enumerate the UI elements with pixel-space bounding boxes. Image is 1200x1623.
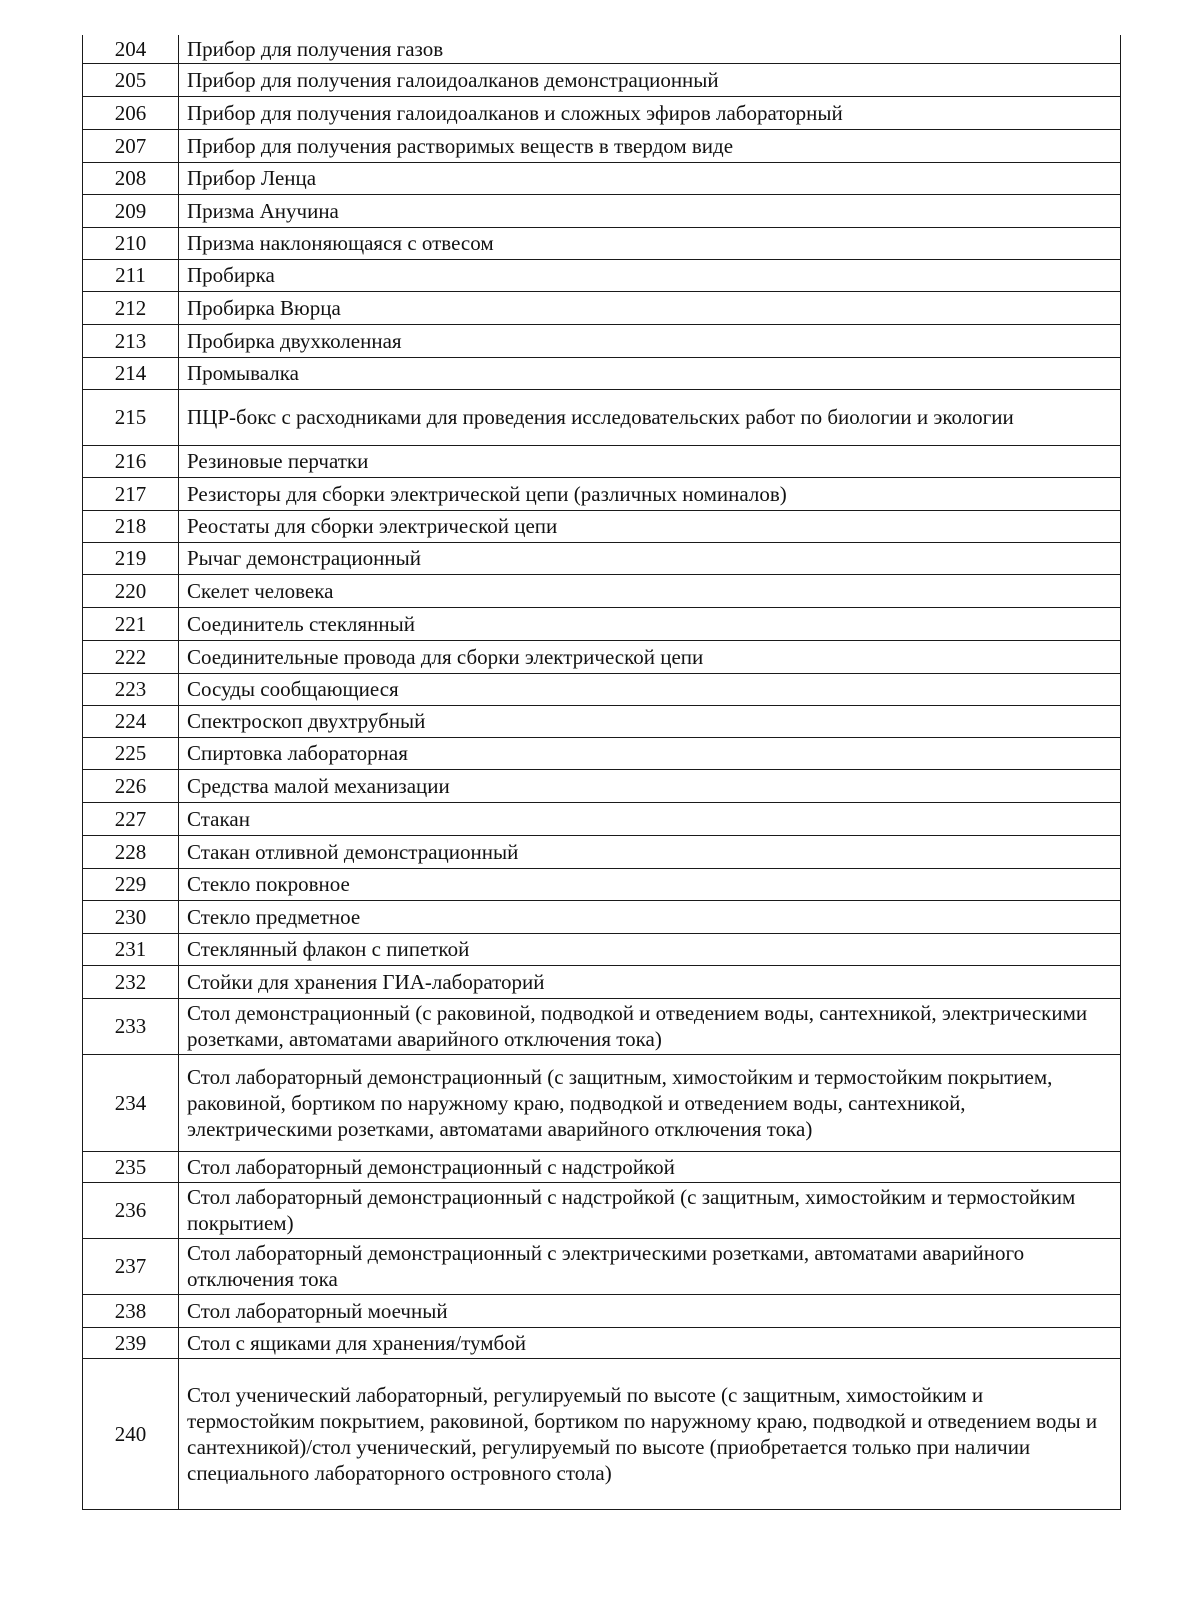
item-name: Стол лабораторный демонстрационный с надстройкой (с защитным, химостойким и термостойким покрытием) — [179, 1182, 1121, 1238]
item-name: Пробирка двухколенная — [179, 324, 1121, 357]
table-row — [83, 389, 1121, 445]
table-row — [83, 194, 1121, 227]
row-number: 220 — [83, 574, 179, 607]
row-number: 225 — [83, 737, 179, 769]
table-row — [83, 477, 1121, 510]
row-number: 207 — [83, 129, 179, 162]
item-name: Прибор для получения галоидоалканов демонстрационный — [179, 63, 1121, 96]
table-row — [83, 965, 1121, 998]
item-name: Соединитель стеклянный — [179, 607, 1121, 640]
item-name: Промывалка — [179, 357, 1121, 389]
item-name: Резиновые перчатки — [179, 445, 1121, 477]
row-number: 205 — [83, 63, 179, 96]
table-row — [83, 129, 1121, 162]
item-name: Стеклянный флакон с пипеткой — [179, 933, 1121, 965]
row-number: 204 — [83, 35, 179, 63]
item-name: Пробирка Вюрца — [179, 291, 1121, 324]
item-name: Призма наклоняющаяся с отвесом — [179, 227, 1121, 259]
item-name: Стол лабораторный моечный — [179, 1294, 1121, 1327]
table-row — [83, 542, 1121, 574]
row-number: 219 — [83, 542, 179, 574]
item-name: Призма Анучина — [179, 194, 1121, 227]
item-name: Резисторы для сборки электрической цепи (различных номиналов) — [179, 477, 1121, 510]
row-number: 215 — [83, 389, 179, 445]
table-row — [83, 510, 1121, 542]
item-name: Стол ученический лабораторный, регулируемый по высоте (с защитным, химостойким и термостойким покрытием, раковиной, бортиком по наружному краю, подводкой и отведением воды и сантехникой)/стол ученический, регулируемый по высоте (приобретается только при наличии специального лабораторного островного стола) — [179, 1358, 1121, 1509]
table-row — [83, 607, 1121, 640]
item-name: Стакан отливной демонстрационный — [179, 835, 1121, 868]
item-name: Прибор для получения растворимых веществ в твердом виде — [179, 129, 1121, 162]
table-row — [83, 96, 1121, 129]
table-row — [83, 227, 1121, 259]
table-row — [83, 900, 1121, 933]
table-row — [83, 324, 1121, 357]
table-row — [83, 63, 1121, 96]
item-name: Средства малой механизации — [179, 769, 1121, 802]
table-row — [83, 357, 1121, 389]
row-number: 232 — [83, 965, 179, 998]
item-name: Пробирка — [179, 259, 1121, 291]
row-number: 208 — [83, 162, 179, 194]
row-number: 222 — [83, 640, 179, 673]
item-name: Спиртовка лабораторная — [179, 737, 1121, 769]
item-name: ПЦР-бокс с расходниками для проведения исследовательских работ по биологии и экологии — [179, 389, 1121, 445]
equipment-table-body — [83, 35, 1121, 1509]
row-number: 211 — [83, 259, 179, 291]
item-name: Стол лабораторный демонстрационный с надстройкой — [179, 1151, 1121, 1182]
table-row — [83, 705, 1121, 737]
item-name: Прибор для получения газов — [179, 35, 1121, 63]
row-number: 238 — [83, 1294, 179, 1327]
row-number: 226 — [83, 769, 179, 802]
row-number: 233 — [83, 998, 179, 1054]
table-row — [83, 1358, 1121, 1509]
row-number: 231 — [83, 933, 179, 965]
row-number: 210 — [83, 227, 179, 259]
table-row — [83, 1151, 1121, 1182]
table-row — [83, 737, 1121, 769]
row-number: 236 — [83, 1182, 179, 1238]
item-name: Стол лабораторный демонстрационный с электрическими розетками, автоматами аварийного отключения тока — [179, 1238, 1121, 1294]
row-number: 224 — [83, 705, 179, 737]
table-row — [83, 1182, 1121, 1238]
item-name: Скелет человека — [179, 574, 1121, 607]
table-row — [83, 259, 1121, 291]
table-row — [83, 998, 1121, 1054]
item-name: Стакан — [179, 802, 1121, 835]
item-name: Прибор для получения галоидоалканов и сложных эфиров лабораторный — [179, 96, 1121, 129]
item-name: Сосуды сообщающиеся — [179, 673, 1121, 705]
table-row — [83, 673, 1121, 705]
item-name: Стол с ящиками для хранения/тумбой — [179, 1327, 1121, 1358]
table-row — [83, 868, 1121, 900]
table-row — [83, 640, 1121, 673]
table-row — [83, 933, 1121, 965]
item-name: Прибор Ленца — [179, 162, 1121, 194]
table-row — [83, 291, 1121, 324]
item-name: Стол лабораторный демонстрационный (с защитным, химостойким и термостойким покрытием, раковиной, бортиком по наружному краю, подводкой и отведением воды, сантехникой, электрическими розетками, автоматами аварийного отключения тока) — [179, 1054, 1121, 1151]
row-number: 221 — [83, 607, 179, 640]
row-number: 217 — [83, 477, 179, 510]
row-number: 230 — [83, 900, 179, 933]
table-row — [83, 769, 1121, 802]
row-number: 218 — [83, 510, 179, 542]
item-name: Стекло покровное — [179, 868, 1121, 900]
item-name: Соединительные провода для сборки электрической цепи — [179, 640, 1121, 673]
row-number: 240 — [83, 1358, 179, 1509]
item-name: Стекло предметное — [179, 900, 1121, 933]
table-row — [83, 802, 1121, 835]
row-number: 206 — [83, 96, 179, 129]
table-row — [83, 1294, 1121, 1327]
row-number: 239 — [83, 1327, 179, 1358]
row-number: 209 — [83, 194, 179, 227]
item-name: Реостаты для сборки электрической цепи — [179, 510, 1121, 542]
equipment-table — [82, 35, 1121, 1510]
table-row — [83, 835, 1121, 868]
row-number: 234 — [83, 1054, 179, 1151]
item-name: Рычаг демонстрационный — [179, 542, 1121, 574]
item-name: Стол демонстрационный (с раковиной, подводкой и отведением воды, сантехникой, электрическими розетками, автоматами аварийного отключения тока) — [179, 998, 1121, 1054]
row-number: 229 — [83, 868, 179, 900]
row-number: 228 — [83, 835, 179, 868]
table-row — [83, 1327, 1121, 1358]
row-number: 223 — [83, 673, 179, 705]
table-row — [83, 1054, 1121, 1151]
row-number: 212 — [83, 291, 179, 324]
table-row — [83, 1238, 1121, 1294]
row-number: 214 — [83, 357, 179, 389]
row-number: 235 — [83, 1151, 179, 1182]
row-number: 216 — [83, 445, 179, 477]
table-row — [83, 445, 1121, 477]
row-number: 227 — [83, 802, 179, 835]
item-name: Спектроскоп двухтрубный — [179, 705, 1121, 737]
table-row — [83, 35, 1121, 63]
table-row — [83, 162, 1121, 194]
row-number: 213 — [83, 324, 179, 357]
item-name: Стойки для хранения ГИА-лабораторий — [179, 965, 1121, 998]
table-row — [83, 574, 1121, 607]
row-number: 237 — [83, 1238, 179, 1294]
